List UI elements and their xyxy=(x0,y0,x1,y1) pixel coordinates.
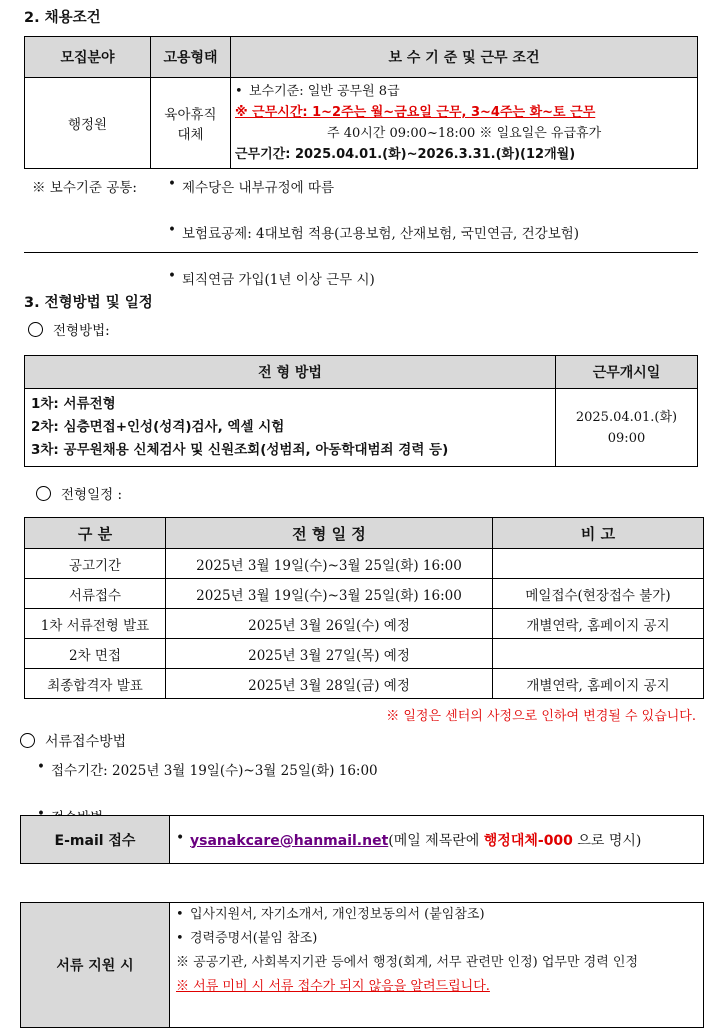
header-note: 비 고 xyxy=(493,518,704,549)
table-row xyxy=(25,549,704,579)
schedule-note xyxy=(493,639,704,669)
common-item: • 보험료공제: 4대보험 적용(고용보험, 산재보험, 국민연금, 건강보험) xyxy=(168,222,713,242)
schedule-category: 2차 면접 xyxy=(25,639,166,669)
email-mid: (메일 제목란에 xyxy=(388,832,484,849)
stage-1: 1차: 서류전형 xyxy=(31,396,116,412)
schedule-note: 개별연락, 홈페이지 공지 xyxy=(493,669,704,699)
schedule-label: 전형일정 : xyxy=(61,487,123,503)
method-label: 전형방법: xyxy=(53,323,110,339)
circle-bullet-icon xyxy=(28,322,43,337)
start-date: 2025.04.01.(화) xyxy=(575,409,678,425)
documents-header: 서류 지원 시 xyxy=(21,903,170,1028)
email-end: 으로 명시) xyxy=(572,832,642,849)
table-row xyxy=(25,609,704,639)
table-row xyxy=(25,579,704,609)
documents-table xyxy=(20,902,704,1028)
field-cell: 행정원 xyxy=(25,78,151,169)
header-conditions: 보 수 기 준 및 근무 조건 xyxy=(231,37,698,78)
start-time: 09:00 xyxy=(607,430,646,446)
weekly-hours: 주 40시간 09:00~18:00 ※ 일요일은 유급휴가 xyxy=(327,126,602,141)
email-subject: 행정대체-000 xyxy=(483,832,573,849)
documents-note: ※ 공공기관, 사회복지기관 등에서 행정(회계, 서무 관련만 인정) 업무만 경력 인정 xyxy=(176,955,639,970)
schedule-category: 서류접수 xyxy=(25,579,166,609)
schedule-note: 개별연락, 홈페이지 공지 xyxy=(493,609,704,639)
schedule-note xyxy=(493,549,704,579)
schedule-label-row xyxy=(36,483,122,503)
table-row xyxy=(25,639,704,669)
schedule-notice: ※ 일정은 센터의 사정으로 인하여 변경될 수 있습니다. xyxy=(386,709,696,724)
application-title: 서류접수방법 xyxy=(45,734,127,750)
method-label-row xyxy=(28,319,110,339)
circle-bullet-icon xyxy=(36,486,51,501)
email-label: E-mail 접수 xyxy=(21,816,170,864)
schedule-note: 메일접수(현장접수 불가) xyxy=(493,579,704,609)
schedule-category: 최종합격자 발표 xyxy=(25,669,166,699)
common-pay-notes xyxy=(24,166,698,288)
application-title-row xyxy=(20,731,126,751)
section2-title: 2. 채용조건 xyxy=(24,10,101,26)
schedule-category: 1차 서류전형 발표 xyxy=(25,609,166,639)
employment-cell: 육아휴직 대체 xyxy=(151,78,231,169)
pay-basis: • 보수기준: 일반 공무원 8급 xyxy=(235,81,693,102)
work-period: 근무기간: 2025.04.01.(화)~2026.3.31.(화)(12개월) xyxy=(235,147,576,162)
common-item: • 제수당은 내부규정에 따름 xyxy=(168,176,713,196)
header-category: 구 분 xyxy=(25,518,166,549)
schedule-category: 공고기간 xyxy=(25,549,166,579)
conditions-cell xyxy=(231,78,698,169)
common-item: • 퇴직연금 가입(1년 이상 근무 시) xyxy=(168,268,713,288)
email-line xyxy=(176,833,641,849)
stages-cell xyxy=(25,389,556,467)
email-cell xyxy=(170,816,704,864)
section3-title: 3. 전형방법 및 일정 xyxy=(24,295,153,311)
schedule-date: 2025년 3월 28일(금) 예정 xyxy=(166,669,493,699)
circle-bullet-icon xyxy=(20,733,35,748)
stage-3: 3차: 공무원채용 신체검사 및 신원조회(성범죄, 아동학대범죄 경력 등) xyxy=(31,442,449,458)
schedule-date: 2025년 3월 27일(목) 예정 xyxy=(166,639,493,669)
employment-conditions-table xyxy=(24,36,698,169)
schedule-date: 2025년 3월 19일(수)~3월 25일(화) 16:00 xyxy=(166,579,493,609)
header-start-date: 근무개시일 xyxy=(556,356,698,389)
header-schedule: 전 형 일 정 xyxy=(166,518,493,549)
schedule-date: 2025년 3월 19일(수)~3월 25일(화) 16:00 xyxy=(166,549,493,579)
documents-warning: ※ 서류 미비 시 서류 접수가 되지 않음을 알려드립니다. xyxy=(176,979,490,994)
start-date-cell xyxy=(556,389,698,467)
work-hours: ※ 근무시간: 1~2주는 월~금요일 근무, 3~4주는 화~토 근무 xyxy=(235,105,596,120)
stage-2: 2차: 심층면접+인성(성격)검사, 엑셀 시험 xyxy=(31,419,285,435)
document-item: • 입사지원서, 자기소개서, 개인정보동의서 (붙임참조) xyxy=(176,903,697,927)
table-row xyxy=(25,669,704,699)
schedule-date: 2025년 3월 26일(수) 예정 xyxy=(166,609,493,639)
application-period: • 접수기간: 2025년 3월 19일(수)~3월 25일(화) 16:00 xyxy=(37,759,713,779)
common-pay-label: ※ 보수기준 공통: xyxy=(32,180,137,196)
document-item: • 경력증명서(붙임 참조) xyxy=(176,927,697,951)
email-link[interactable]: ysanakcare@hanmail.net xyxy=(190,832,389,849)
selection-method-table xyxy=(24,355,698,467)
schedule-table xyxy=(24,517,704,699)
email-table xyxy=(20,815,704,864)
header-field: 모집분야 xyxy=(25,37,151,78)
header-employment: 고용형태 xyxy=(151,37,231,78)
documents-cell xyxy=(170,903,704,1028)
header-method: 전 형 방법 xyxy=(25,356,556,389)
